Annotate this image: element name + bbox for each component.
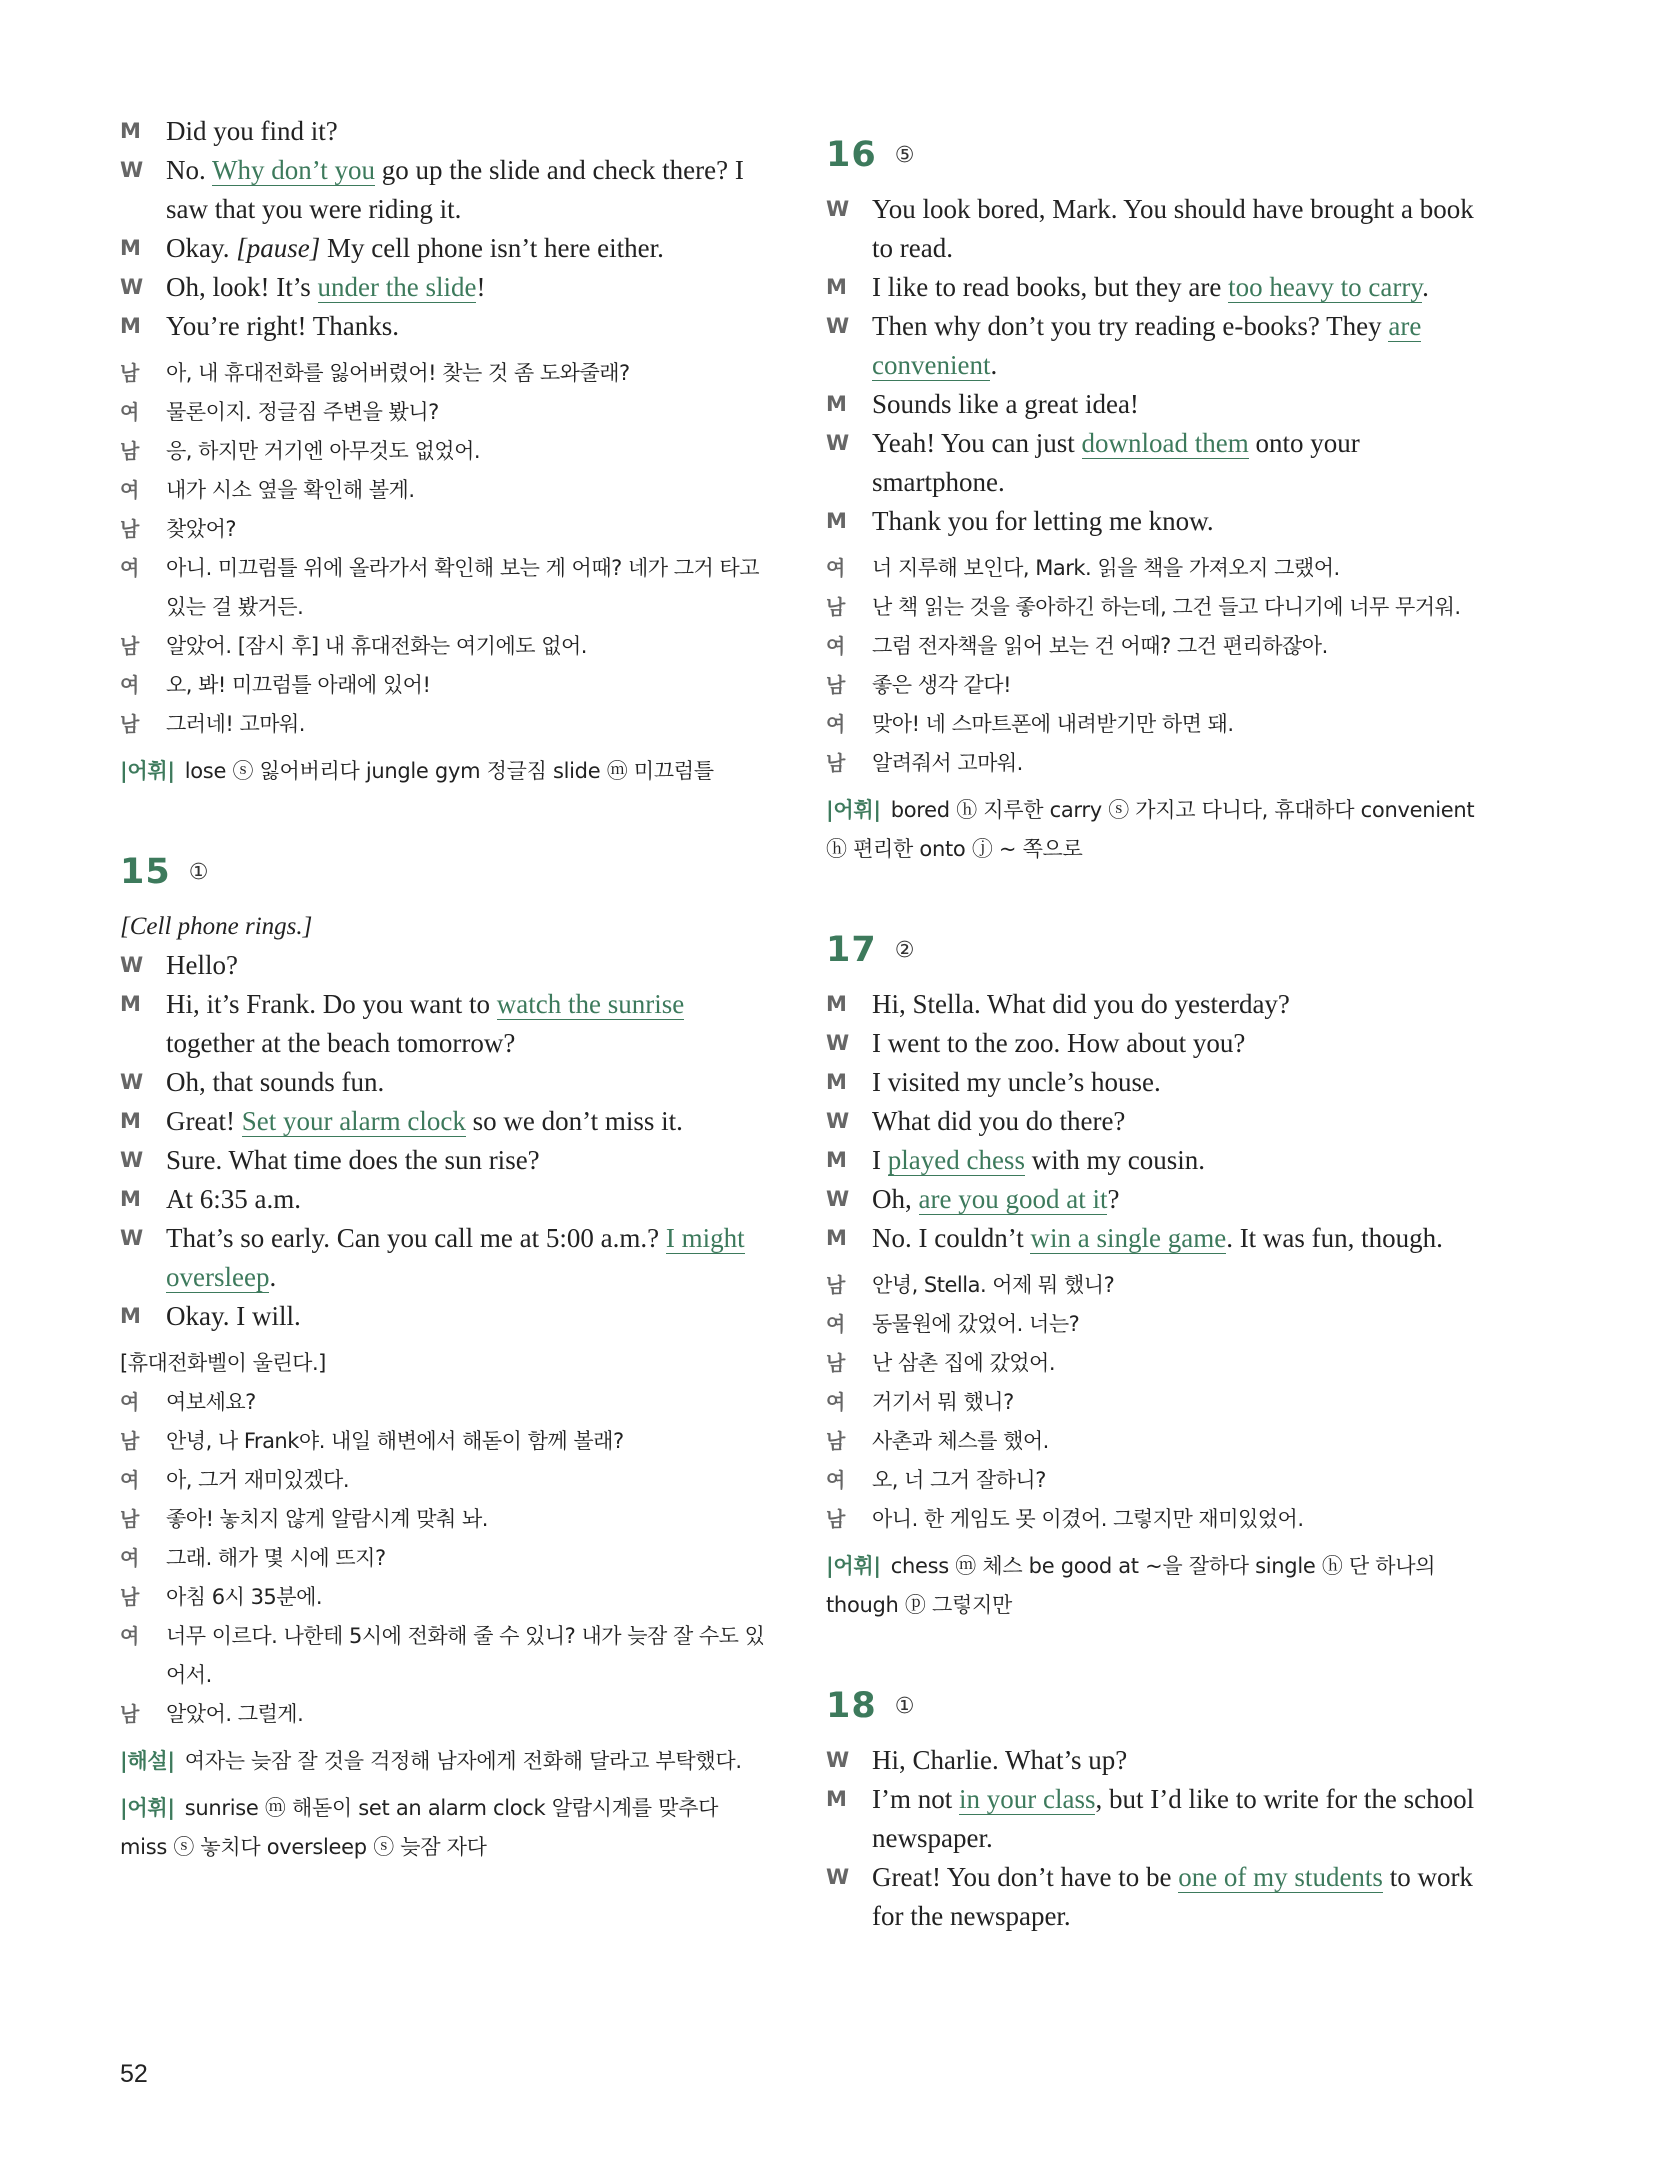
korean-speaker-label: 여 xyxy=(120,673,139,697)
dialogue-line xyxy=(120,985,768,1063)
dialogue-text xyxy=(166,151,768,229)
translation-text: 알았어. [잠시 후] 내 휴대전화는 여기에도 없어. xyxy=(166,634,587,658)
translation-text: 맞아! 네 스마트폰에 내려받기만 하면 돼. xyxy=(872,712,1234,736)
translation-line xyxy=(120,510,768,549)
italic-direction: [pause] xyxy=(236,233,321,263)
dialogue-line xyxy=(826,1063,1478,1102)
translation-text: 아, 그거 재미있겠다. xyxy=(166,1468,349,1492)
dialogue-line xyxy=(120,1180,768,1219)
korean-speaker-label: 여 xyxy=(120,1546,139,1570)
highlighted-phrase: win a single game xyxy=(1030,1223,1227,1253)
speaker-label: M xyxy=(826,1070,847,1094)
dialogue-text xyxy=(166,307,768,346)
text-span: onto your smartphone. xyxy=(872,428,1360,497)
dialogue-text xyxy=(872,1780,1478,1858)
speaker-label: W xyxy=(826,197,850,221)
translation-line xyxy=(826,627,1478,666)
translation-text: 아침 6시 35분에. xyxy=(166,1585,323,1609)
korean-speaker-label: 남 xyxy=(826,1429,845,1453)
translation-text: 물론이지. 정글짐 주변을 봤니? xyxy=(166,400,439,424)
text-span: I visited my uncle’s house. xyxy=(872,1067,1161,1097)
text-span: Hi, Stella. What did you do yesterday? xyxy=(872,989,1290,1019)
dialogue-line xyxy=(826,424,1478,502)
translation-line xyxy=(120,627,768,666)
text-span: . xyxy=(269,1262,277,1292)
translation-text: 찾았어? xyxy=(166,517,237,541)
dialogue-text xyxy=(872,268,1478,307)
dialogue-line xyxy=(826,1102,1478,1141)
translation-line xyxy=(120,1617,768,1695)
dialogue-text xyxy=(166,1297,768,1336)
korean-speaker-label: 남 xyxy=(826,1351,845,1375)
note-tag: |해설| xyxy=(120,1749,175,1773)
text-span: I like to read books, but they are xyxy=(872,272,1229,302)
speaker-label: M xyxy=(826,992,847,1016)
korean-speaker-label: 남 xyxy=(826,1507,845,1531)
korean-speaker-label: 남 xyxy=(120,1507,139,1531)
korean-speaker-label: 여 xyxy=(826,712,845,736)
translation-text: 내가 시소 옆을 확인해 볼게. xyxy=(166,478,415,502)
dialogue-text xyxy=(872,190,1478,268)
speaker-label: M xyxy=(120,1187,141,1211)
text-span: ! xyxy=(476,272,486,302)
dialogue-line xyxy=(120,1102,768,1141)
translation-text: 너무 이르다. 나한테 5시에 전화해 줄 수 있니? 내가 늦잠 잘 수도 있어서. xyxy=(166,1624,765,1687)
dialogue-line xyxy=(120,307,768,346)
translation-line xyxy=(120,1578,768,1617)
speaker-label: W xyxy=(120,1226,144,1250)
translation-line xyxy=(120,1383,768,1422)
text-span: Then why don’t you try reading e-books? They xyxy=(872,311,1389,341)
text-span: Hello? xyxy=(166,950,238,980)
english-dialogue xyxy=(826,190,1478,541)
dialogue-line xyxy=(826,1858,1478,1936)
translation-text: 여보세요? xyxy=(166,1390,256,1414)
text-span: I xyxy=(872,1145,888,1175)
text-span: with my cousin. xyxy=(1024,1145,1205,1175)
translation-line xyxy=(120,1500,768,1539)
dialogue-text xyxy=(872,385,1478,424)
speaker-label: W xyxy=(120,158,144,182)
translation-line xyxy=(120,1695,768,1734)
dialogue-line xyxy=(826,190,1478,268)
translation-text: 좋은 생각 같다! xyxy=(872,673,1011,697)
page-number: 52 xyxy=(120,2060,148,2088)
translation-line xyxy=(826,705,1478,744)
text-span: Okay. I will. xyxy=(166,1301,301,1331)
translation-text: 알려줘서 고마워. xyxy=(872,751,1023,775)
speaker-label: W xyxy=(120,1070,144,1094)
korean-stage-direction: [휴대전화벨이 울린다.] xyxy=(120,1351,326,1375)
speaker-label: M xyxy=(826,1226,847,1250)
question-number: 15 xyxy=(120,852,171,892)
vocab-note xyxy=(826,791,1478,869)
translation-line xyxy=(826,549,1478,588)
translation-line xyxy=(120,705,768,744)
korean-speaker-label: 남 xyxy=(120,439,139,463)
speaker-label: W xyxy=(826,1187,850,1211)
text-span: At 6:35 a.m. xyxy=(166,1184,301,1214)
korean-speaker-label: 남 xyxy=(826,751,845,775)
speaker-label: M xyxy=(120,236,141,260)
highlighted-phrase: in your class xyxy=(959,1784,1096,1814)
translation-text: 아, 내 휴대전화를 잃어버렸어! 찾는 것 좀 도와줄래? xyxy=(166,361,630,385)
dialogue-section xyxy=(120,112,768,791)
dialogue-line xyxy=(120,229,768,268)
dialogue-line xyxy=(826,1780,1478,1858)
highlighted-phrase: download them xyxy=(1081,428,1249,458)
translation-text: 안녕, Stella. 어제 뭐 했니? xyxy=(872,1273,1115,1297)
dialogue-text xyxy=(166,1141,768,1180)
speaker-label: M xyxy=(120,1304,141,1328)
text-span: Sure. What time does the sun rise? xyxy=(166,1145,540,1175)
section-header xyxy=(826,915,1478,985)
translation-text: 너 지루해 보인다, Mark. 읽을 책을 가져오지 그랬어. xyxy=(872,556,1340,580)
translation-text: 오, 너 그거 잘하니? xyxy=(872,1468,1046,1492)
speaker-label: W xyxy=(826,1865,850,1889)
highlighted-phrase: are convenient xyxy=(872,311,1422,380)
note-text: chess ⓜ 체스 be good at ~을 잘하다 single ⓗ 단 하나의 though ⓟ 그렇지만 xyxy=(826,1554,1436,1617)
text-span: Okay. xyxy=(166,233,237,263)
korean-translation xyxy=(120,1344,768,1734)
dialogue-line xyxy=(120,946,768,985)
korean-speaker-label: 여 xyxy=(120,478,139,502)
note-tag: |어휘| xyxy=(120,759,175,783)
dialogue-line xyxy=(120,268,768,307)
text-span: together at the beach tomorrow? xyxy=(166,1028,516,1058)
korean-translation xyxy=(826,549,1478,783)
dialogue-line xyxy=(120,151,768,229)
korean-speaker-label: 남 xyxy=(826,673,845,697)
speaker-label: M xyxy=(826,392,847,416)
speaker-label: W xyxy=(120,275,144,299)
dialogue-text xyxy=(872,1024,1478,1063)
korean-speaker-label: 여 xyxy=(120,400,139,424)
dialogue-line xyxy=(826,1741,1478,1780)
text-span: to work for the newspaper. xyxy=(872,1862,1473,1931)
translation-line xyxy=(120,393,768,432)
korean-speaker-label: 여 xyxy=(120,1468,139,1492)
speaker-label: M xyxy=(120,314,141,338)
note-tag: |어휘| xyxy=(120,1796,175,1820)
translation-line xyxy=(826,1500,1478,1539)
note-text: lose ⓢ 잃어버리다 jungle gym 정글짐 slide ⓜ 미끄럼틀 xyxy=(184,759,714,783)
dialogue-text xyxy=(872,1102,1478,1141)
text-span: Oh, look! It’s xyxy=(166,272,318,302)
korean-speaker-label: 남 xyxy=(120,634,139,658)
speaker-label: M xyxy=(120,992,141,1016)
translation-line xyxy=(826,1344,1478,1383)
text-span: so we don’t miss it. xyxy=(465,1106,683,1136)
translation-text: 사촌과 체스를 했어. xyxy=(872,1429,1049,1453)
speaker-label: W xyxy=(826,431,850,455)
speaker-label: W xyxy=(826,1109,850,1133)
translation-line xyxy=(120,354,768,393)
text-span: , but I’d like to write for the school newspaper. xyxy=(872,1784,1475,1853)
left-column xyxy=(120,112,768,1913)
korean-speaker-label: 남 xyxy=(120,517,139,541)
text-span: Thank you for letting me know. xyxy=(872,506,1214,536)
text-span: Oh, that sounds fun. xyxy=(166,1067,385,1097)
answer-mark: ① xyxy=(894,1693,915,1719)
translation-text: 아니. 한 게임도 못 이겼어. 그렇지만 재미있었어. xyxy=(872,1507,1304,1531)
speaker-label: M xyxy=(826,1148,847,1172)
text-span: . xyxy=(1422,272,1429,302)
section-header xyxy=(826,1671,1478,1741)
translation-line xyxy=(120,432,768,471)
dialogue-text xyxy=(166,268,768,307)
english-dialogue xyxy=(120,112,768,346)
text-span: That’s so early. Can you call me at 5:00 a.m.? xyxy=(166,1223,666,1253)
answer-mark: ⑤ xyxy=(894,142,915,168)
dialogue-text xyxy=(166,112,768,151)
text-span: No. I couldn’t xyxy=(872,1223,1031,1253)
dialogue-text xyxy=(166,229,768,268)
dialogue-text xyxy=(166,985,768,1063)
dialogue-line xyxy=(120,112,768,151)
translation-text: 오, 봐! 미끄럼틀 아래에 있어! xyxy=(166,673,431,697)
text-span: . It was fun, though. xyxy=(1226,1223,1443,1253)
speaker-label: M xyxy=(120,1109,141,1133)
english-dialogue xyxy=(826,1741,1478,1936)
dialogue-line xyxy=(826,1219,1478,1258)
text-span: I’m not xyxy=(872,1784,959,1814)
text-span: Sounds like a great idea! xyxy=(872,389,1139,419)
dialogue-text xyxy=(872,1063,1478,1102)
translation-line xyxy=(826,1383,1478,1422)
highlighted-phrase: one of my students xyxy=(1178,1862,1383,1892)
text-span: No. xyxy=(166,155,213,185)
dialogue-line xyxy=(826,985,1478,1024)
translation-text: 그럼 전자책을 읽어 보는 건 어때? 그건 편리하잖아. xyxy=(872,634,1328,658)
translation-line xyxy=(120,471,768,510)
text-span: Great! xyxy=(166,1106,242,1136)
question-number: 18 xyxy=(826,1686,877,1726)
text-span: Yeah! You can just xyxy=(872,428,1082,458)
dialogue-text xyxy=(872,424,1478,502)
dialogue-text xyxy=(166,1102,768,1141)
speaker-label: W xyxy=(120,1148,144,1172)
section-header xyxy=(826,120,1478,190)
highlighted-phrase: too heavy to carry xyxy=(1228,272,1423,302)
translation-line xyxy=(826,588,1478,627)
text-span: What did you do there? xyxy=(872,1106,1126,1136)
speaker-label: M xyxy=(826,1787,847,1811)
korean-speaker-label: 여 xyxy=(120,556,139,580)
translation-text: 동물원에 갔었어. 너는? xyxy=(872,1312,1080,1336)
text-span: ? xyxy=(1107,1184,1120,1214)
text-span: You look bored, Mark. You should have brought a book to read. xyxy=(872,194,1474,263)
highlighted-phrase: watch the sunrise xyxy=(496,989,685,1019)
text-span: go up the slide and check there? I saw that you were riding it. xyxy=(166,155,744,224)
highlighted-phrase: are you good at it xyxy=(918,1184,1108,1214)
speaker-label: W xyxy=(826,1031,850,1055)
translation-text: 안녕, 나 Frank야. 내일 해변에서 해돋이 함께 볼래? xyxy=(166,1429,624,1453)
translation-text: 난 책 읽는 것을 좋아하긴 하는데, 그건 들고 다니기에 너무 무거워. xyxy=(872,595,1461,619)
dialogue-text xyxy=(872,1180,1478,1219)
speaker-label: M xyxy=(120,119,141,143)
korean-speaker-label: 남 xyxy=(826,595,845,619)
speaker-label: W xyxy=(120,953,144,977)
vocab-note xyxy=(120,1789,768,1867)
question-number: 17 xyxy=(826,930,877,970)
dialogue-text xyxy=(872,985,1478,1024)
note-tag: |어휘| xyxy=(826,798,881,822)
dialogue-section xyxy=(826,1671,1478,1936)
translation-line xyxy=(826,1305,1478,1344)
korean-speaker-label: 여 xyxy=(826,1468,845,1492)
translation-line xyxy=(826,744,1478,783)
dialogue-line xyxy=(826,307,1478,385)
translation-text: 거기서 뭐 했니? xyxy=(872,1390,1014,1414)
dialogue-text xyxy=(872,1141,1478,1180)
dialogue-line xyxy=(826,502,1478,541)
korean-speaker-label: 여 xyxy=(120,1624,139,1648)
dialogue-line xyxy=(826,1024,1478,1063)
text-span: . xyxy=(990,350,998,380)
text-span: Did you find it? xyxy=(166,116,338,146)
dialogue-text xyxy=(872,502,1478,541)
dialogue-text xyxy=(166,1063,768,1102)
translation-text: 그래. 해가 몇 시에 뜨지? xyxy=(166,1546,386,1570)
translation-line xyxy=(120,549,768,627)
dialogue-text xyxy=(166,946,768,985)
korean-speaker-label: 여 xyxy=(826,1312,845,1336)
vocab-note xyxy=(120,752,768,791)
dialogue-line xyxy=(120,1063,768,1102)
highlighted-phrase: Why don’t you xyxy=(212,155,376,185)
translation-line xyxy=(120,1539,768,1578)
text-span: Oh, xyxy=(872,1184,919,1214)
text-span: Hi, Charlie. What’s up? xyxy=(872,1745,1128,1775)
highlighted-phrase: I might oversleep xyxy=(166,1223,745,1292)
dialogue-text xyxy=(872,1219,1478,1258)
translation-line xyxy=(826,1461,1478,1500)
dialogue-text xyxy=(872,1858,1478,1936)
answer-mark: ② xyxy=(894,937,915,963)
korean-translation xyxy=(826,1266,1478,1539)
korean-speaker-label: 남 xyxy=(120,1585,139,1609)
translation-line xyxy=(120,1422,768,1461)
dialogue-line xyxy=(120,1219,768,1297)
korean-speaker-label: 남 xyxy=(120,1702,139,1726)
translation-text: 그러네! 고마워. xyxy=(166,712,305,736)
dialogue-line xyxy=(826,1141,1478,1180)
question-number: 16 xyxy=(826,135,877,175)
english-dialogue xyxy=(826,985,1478,1258)
korean-speaker-label: 여 xyxy=(826,556,845,580)
text-span: I went to the zoo. How about you? xyxy=(872,1028,1246,1058)
korean-speaker-label: 남 xyxy=(120,361,139,385)
dialogue-line xyxy=(826,1180,1478,1219)
text-span: My cell phone isn’t here either. xyxy=(320,233,664,263)
dialogue-section xyxy=(120,837,768,1867)
note-tag: |어휘| xyxy=(826,1554,881,1578)
right-column xyxy=(826,112,1478,1982)
highlighted-phrase: Set your alarm clock xyxy=(241,1106,466,1136)
korean-translation xyxy=(120,354,768,744)
stage-direction: [Cell phone rings.] xyxy=(120,913,313,940)
highlighted-phrase: under the slide xyxy=(317,272,477,302)
korean-speaker-label: 남 xyxy=(120,712,139,736)
dialogue-line xyxy=(120,1141,768,1180)
text-span: You’re right! Thanks. xyxy=(166,311,399,341)
translation-text: 난 삼촌 집에 갔었어. xyxy=(872,1351,1055,1375)
english-dialogue xyxy=(120,907,768,1336)
translation-line xyxy=(120,666,768,705)
vocab-note xyxy=(826,1547,1478,1625)
dialogue-text xyxy=(872,1741,1478,1780)
dialogue-section xyxy=(826,120,1478,869)
dialogue-text xyxy=(872,307,1478,385)
translation-line xyxy=(826,1266,1478,1305)
dialogue-text xyxy=(166,1219,768,1297)
speaker-label: W xyxy=(826,314,850,338)
translation-text: 알았어. 그럴게. xyxy=(166,1702,304,1726)
translation-line xyxy=(826,666,1478,705)
dialogue-line xyxy=(120,1297,768,1336)
translation-text: 응, 하지만 거기엔 아무것도 없었어. xyxy=(166,439,481,463)
speaker-label: M xyxy=(826,275,847,299)
answer-mark: ① xyxy=(188,859,209,885)
highlighted-phrase: played chess xyxy=(887,1145,1025,1175)
korean-speaker-label: 여 xyxy=(826,1390,845,1414)
speaker-label: W xyxy=(826,1748,850,1772)
speaker-label: M xyxy=(826,509,847,533)
translation-text: 좋아! 놓치지 않게 알람시계 맞춰 놔. xyxy=(166,1507,488,1531)
section-header xyxy=(120,837,768,907)
dialogue-line xyxy=(826,385,1478,424)
korean-speaker-label: 여 xyxy=(120,1390,139,1414)
korean-speaker-label: 남 xyxy=(826,1273,845,1297)
translation-line xyxy=(826,1422,1478,1461)
translation-text: 아니. 미끄럼틀 위에 올라가서 확인해 보는 게 어때? 네가 그거 타고 있는 걸 봤거든. xyxy=(166,556,760,619)
korean-speaker-label: 남 xyxy=(120,1429,139,1453)
text-span: Great! You don’t have to be xyxy=(872,1862,1179,1892)
dialogue-text xyxy=(166,1180,768,1219)
dialogue-section xyxy=(826,915,1478,1625)
korean-speaker-label: 여 xyxy=(826,634,845,658)
note-text: sunrise ⓜ 해돋이 set an alarm clock 알람시계를 맞추다 miss ⓢ 놓치다 oversleep ⓢ 늦잠 자다 xyxy=(120,1796,719,1859)
dialogue-line xyxy=(826,268,1478,307)
translation-line xyxy=(120,1461,768,1500)
text-span: Hi, it’s Frank. Do you want to xyxy=(166,989,497,1019)
note-text: bored ⓗ 지루한 carry ⓢ 가지고 다니다, 휴대하다 convenient ⓗ 편리한 onto ⓙ ~ 쪽으로 xyxy=(826,798,1475,861)
vocab-note xyxy=(120,1742,768,1781)
note-text: 여자는 늦잠 잘 것을 걱정해 남자에게 전화해 달라고 부탁했다. xyxy=(184,1749,742,1773)
